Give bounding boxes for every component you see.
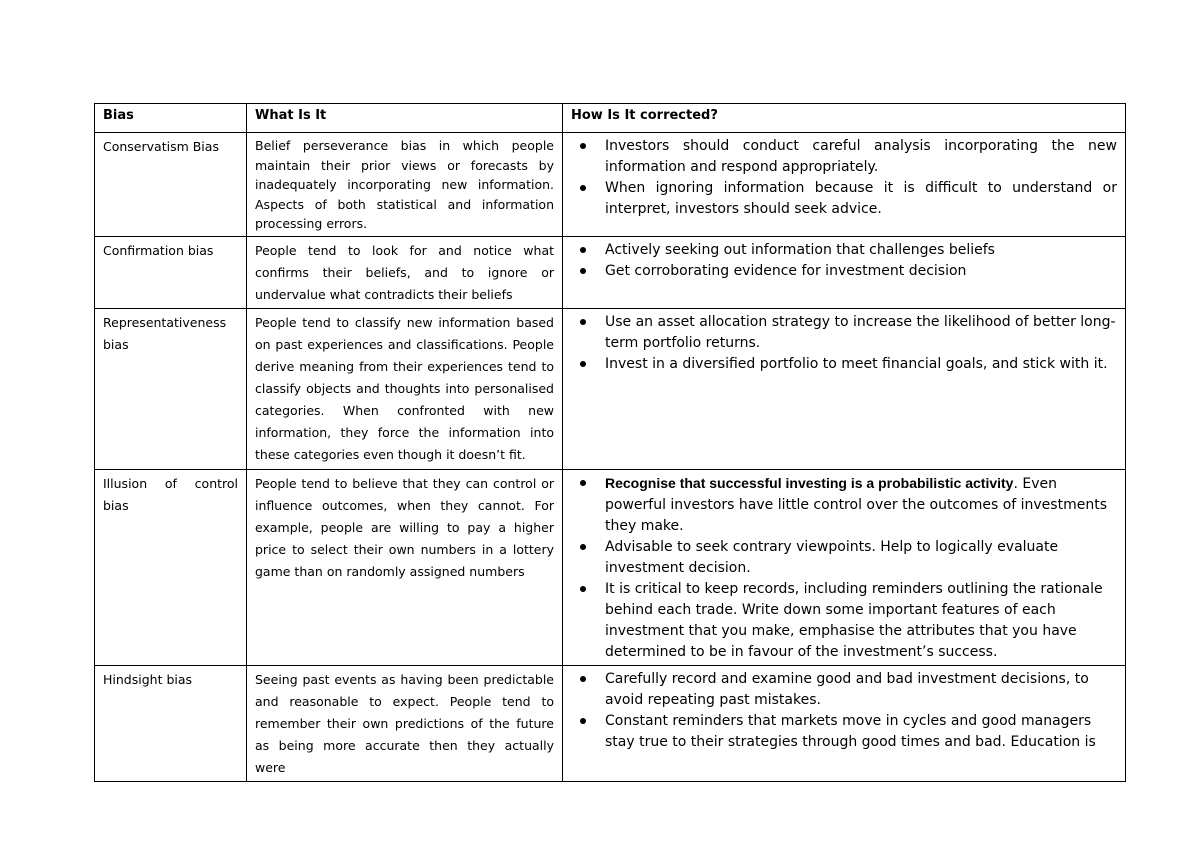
bias-name: Representativeness bias xyxy=(95,308,247,469)
bold-key-point: Recognise that successful investing is a probabilistic activity xyxy=(605,474,1014,491)
table-row xyxy=(95,308,1126,469)
bias-correction xyxy=(563,133,1126,237)
bias-description: People tend to classify new information based on past experiences and classifications. People derive meaning from their experiences tend to classify objects and thoughts into personalised categories. When confronted with new information, they force the information into these categories even though it doesn’t fit. xyxy=(247,308,563,469)
list-item: When ignoring information because it is difficult to understand or interpret, investors should seek advice. xyxy=(605,178,1117,220)
bias-correction xyxy=(563,236,1126,308)
header-how-corrected: How Is It corrected? xyxy=(563,104,1126,133)
bias-description: People tend to look for and notice what confirms their beliefs, and to ignore or undervalue what contradicts their beliefs xyxy=(247,236,563,308)
bias-name: Illusion of control bias xyxy=(95,469,247,665)
bias-correction xyxy=(563,308,1126,469)
bias-table-container xyxy=(94,103,1126,775)
list-item: Investors should conduct careful analysis incorporating the new information and respond appropriately. xyxy=(605,136,1117,178)
table-row xyxy=(95,133,1126,237)
bias-table xyxy=(94,103,1126,782)
bias-correction xyxy=(563,665,1126,781)
list-item: Constant reminders that markets move in cycles and good managers stay true to their strategies through good times and bad. Education is xyxy=(605,711,1117,753)
list-item: Use an asset allocation strategy to increase the likelihood of better long-term portfolio returns. xyxy=(605,312,1117,354)
bias-description: People tend to believe that they can control or influence outcomes, when they cannot. For example, people are willing to pay a higher price to select their own numbers in a lottery game than on randomly assigned numbers xyxy=(247,469,563,665)
list-item: Invest in a diversified portfolio to meet financial goals, and stick with it. xyxy=(605,354,1117,375)
table-header-row xyxy=(95,104,1126,133)
list-item: It is critical to keep records, including reminders outlining the rationale behind each trade. Write down some important features of each investment that you make, emphasise the attributes that you have determined to be in favour of the investment’s success. xyxy=(605,579,1117,663)
bias-description: Seeing past events as having been predictable and reasonable to expect. People tend to remember their own predictions of the future as being more accurate then they actually were xyxy=(247,665,563,781)
list-item: Actively seeking out information that challenges beliefs xyxy=(605,240,1117,261)
list-item: Get corroborating evidence for investment decision xyxy=(605,261,1117,282)
table-row xyxy=(95,236,1126,308)
bias-description: Belief perseverance bias in which people maintain their prior views or forecasts by inadequately incorporating new information. Aspects of both statistical and information processing errors. xyxy=(247,133,563,237)
table-row xyxy=(95,469,1126,665)
list-item xyxy=(605,473,1117,537)
bias-name: Hindsight bias xyxy=(95,665,247,781)
key-point-rest: . Even powerful investors have little control over the outcomes of investments they make. xyxy=(605,475,1107,534)
list-item: Carefully record and examine good and bad investment decisions, to avoid repeating past mistakes. xyxy=(605,669,1117,711)
bias-name: Confirmation bias xyxy=(95,236,247,308)
header-what-is-it: What Is It xyxy=(247,104,563,133)
bias-correction xyxy=(563,469,1126,665)
table-row xyxy=(95,665,1126,781)
bias-name: Conservatism Bias xyxy=(95,133,247,237)
list-item: Advisable to seek contrary viewpoints. Help to logically evaluate investment decision. xyxy=(605,537,1117,579)
header-bias: Bias xyxy=(95,104,247,133)
